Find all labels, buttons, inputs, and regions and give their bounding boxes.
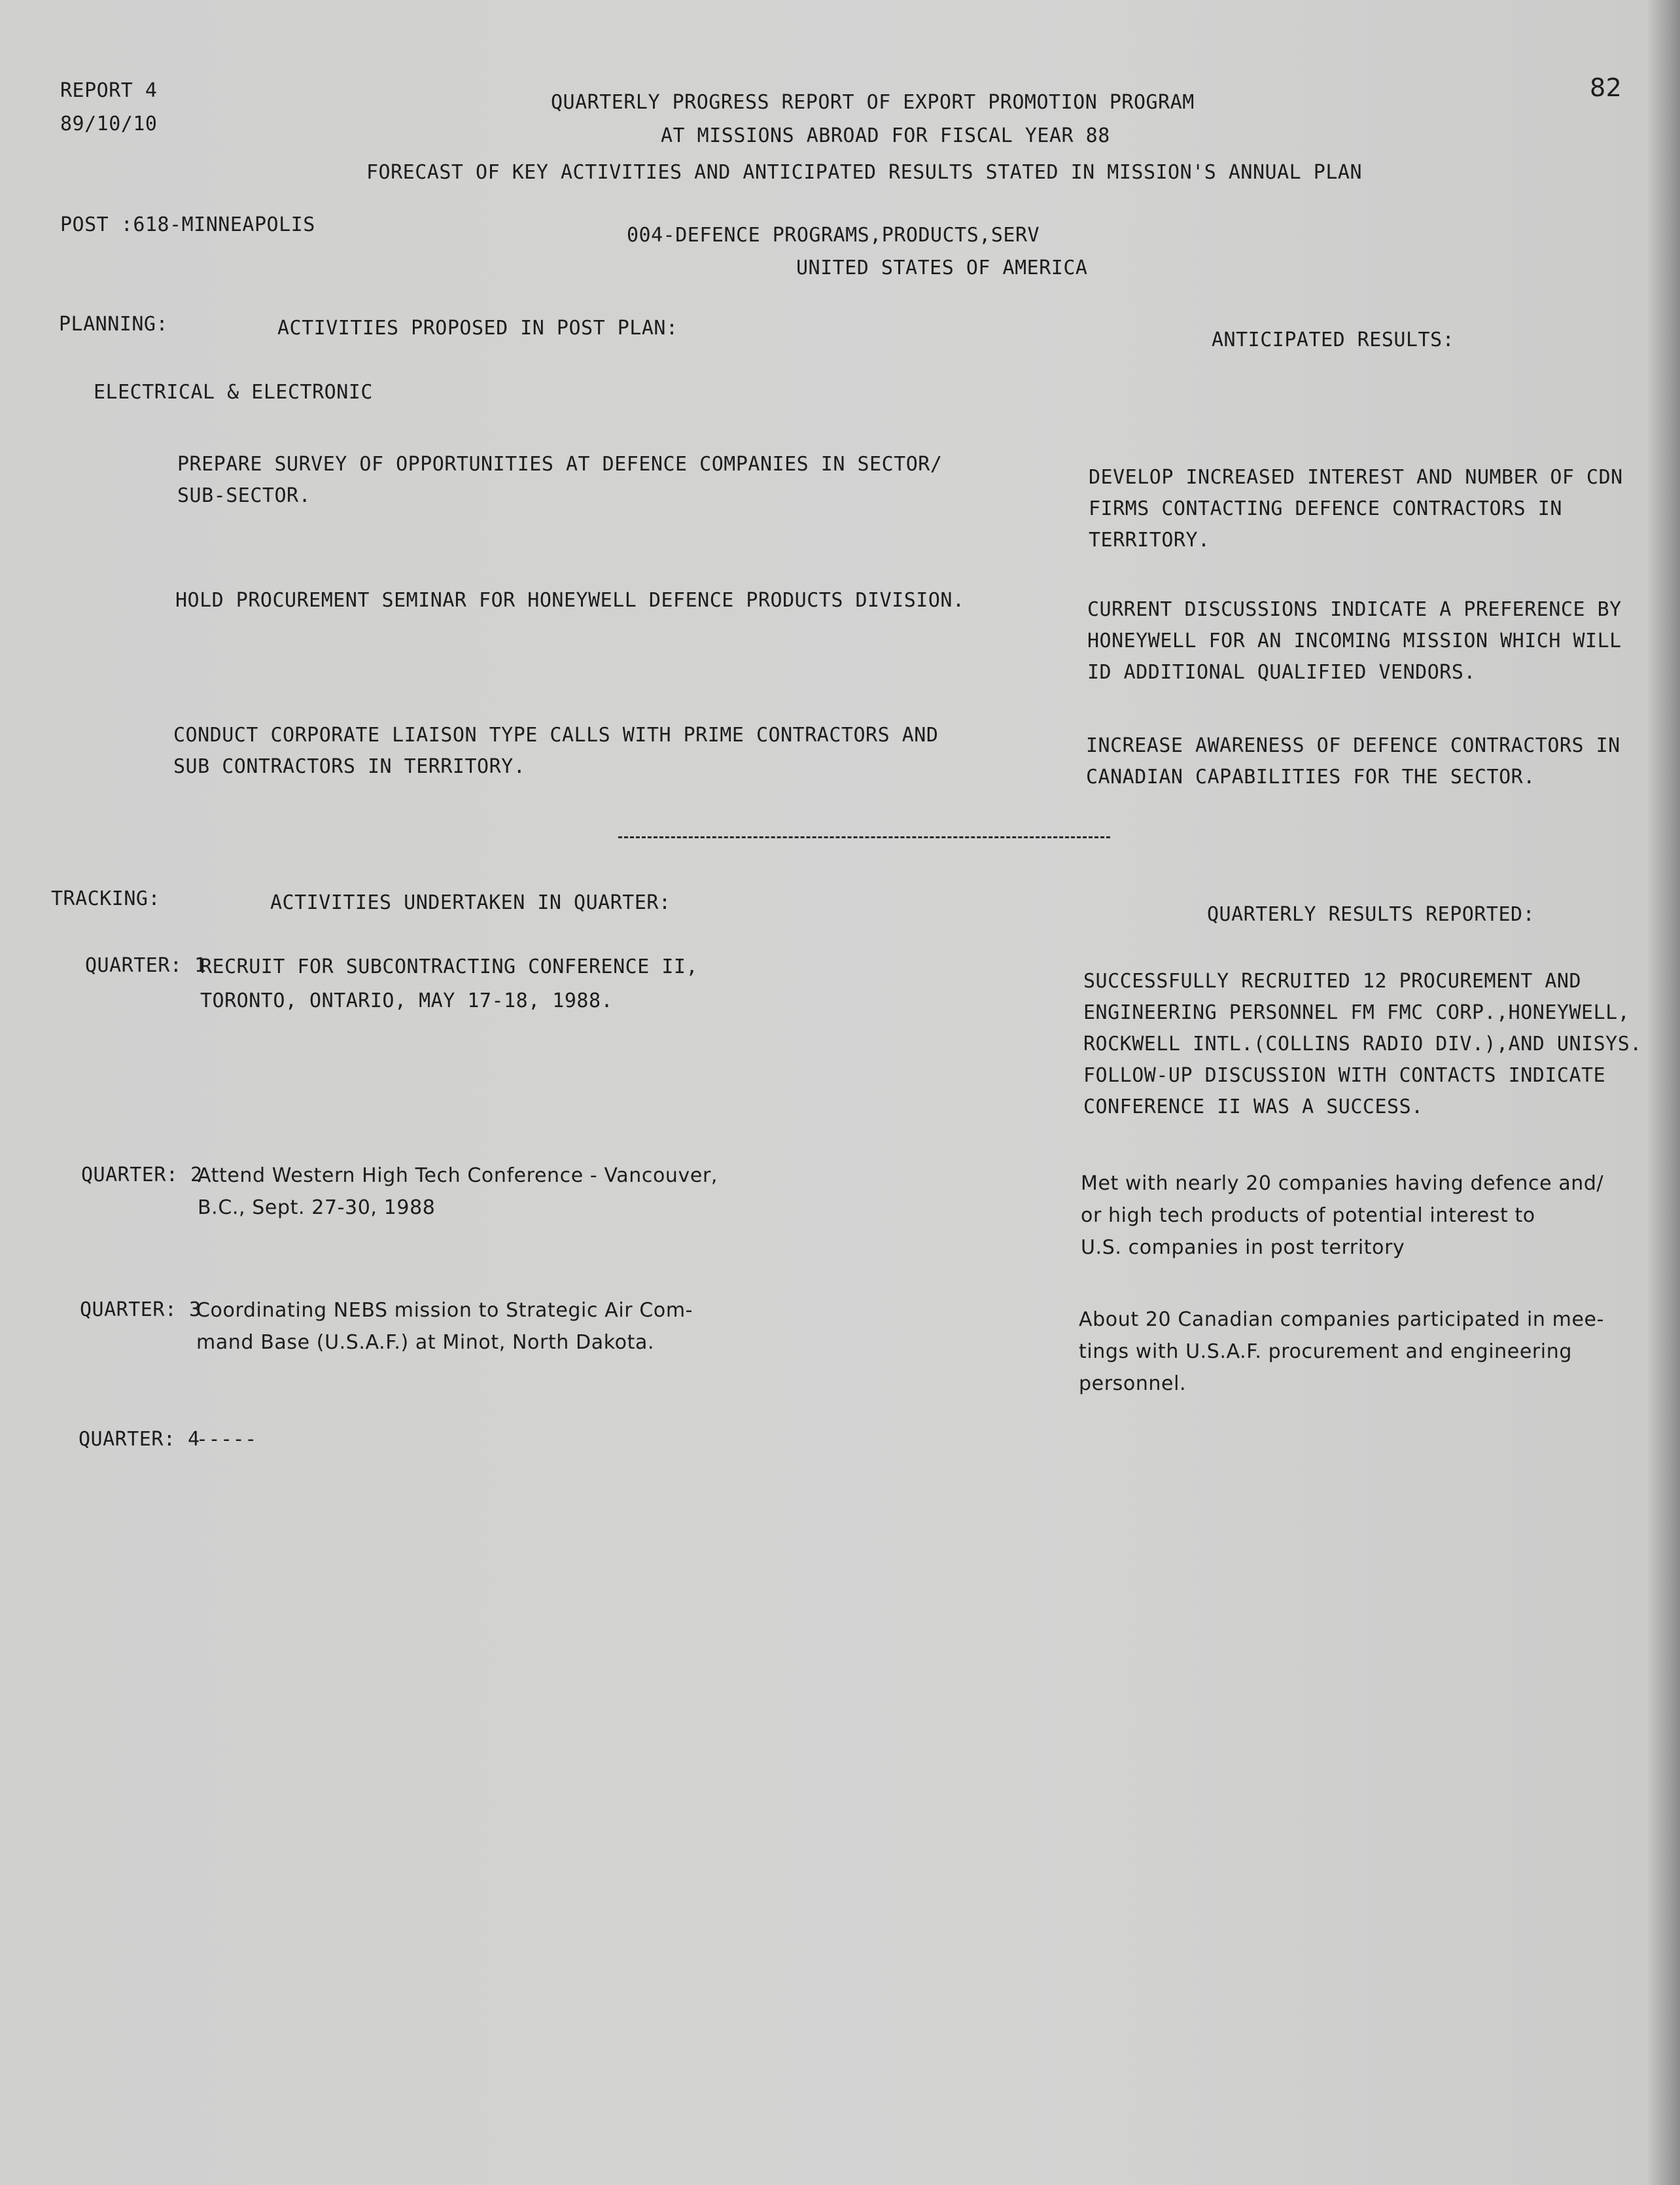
- planning-label: PLANNING:: [59, 313, 169, 336]
- report-title-line-1: QUARTERLY PROGRESS REPORT OF EXPORT PROMOTION PROGRAM: [551, 91, 1195, 114]
- program-code: 004-DEFENCE PROGRAMS,PRODUCTS,SERV: [627, 224, 1040, 247]
- post-label: POST :618-MINNEAPOLIS: [60, 213, 315, 236]
- tracking-results-heading: QUARTERLY RESULTS REPORTED:: [1207, 903, 1535, 926]
- planning-activity-3: CONDUCT CORPORATE LIAISON TYPE CALLS WITH PRIME CONTRACTORS AND SUB CONTRACTORS IN TERRITORY.: [173, 724, 939, 778]
- report-title-line-2: AT MISSIONS ABROAD FOR FISCAL YEAR 88: [661, 124, 1110, 147]
- planning-result-3: INCREASE AWARENESS OF DEFENCE CONTRACTORS IN CANADIAN CAPABILITIES FOR THE SECTOR.: [1086, 734, 1620, 789]
- quarter-3-label: QUARTER: 3: [80, 1298, 201, 1321]
- planning-activity-1: PREPARE SURVEY OF OPPORTUNITIES AT DEFENCE COMPANIES IN SECTOR/ SUB-SECTOR.: [177, 453, 943, 507]
- quarter-3-activity: Coordinating NEBS mission to Strategic Air Com- mand Base (U.S.A.F.) at Minot, North Dakota.: [196, 1299, 693, 1354]
- tracking-activities-heading: ACTIVITIES UNDERTAKEN IN QUARTER:: [270, 891, 671, 914]
- planning-activity-2: HOLD PROCUREMENT SEMINAR FOR HONEYWELL DEFENCE PRODUCTS DIVISION.: [175, 589, 965, 612]
- quarter-2-label: QUARTER: 2: [81, 1164, 203, 1186]
- report-title-line-3: FORECAST OF KEY ACTIVITIES AND ANTICIPATED RESULTS STATED IN MISSION'S ANNUAL PLAN: [366, 161, 1363, 184]
- quarter-1-result: SUCCESSFULLY RECRUITED 12 PROCUREMENT AND ENGINEERING PERSONNEL FM FMC CORP.,HONEYWELL, ROCKWELL INTL.(COLLINS RADIO DIV.),AND UNISYS. FOLLOW-UP DISCUSSION WITH CONTACTS INDICATE CONFERENCE II WAS A SUCCESS.: [1083, 970, 1642, 1118]
- quarter-1-activity: RECRUIT FOR SUBCONTRACTING CONFERENCE II, TORONTO, ONTARIO, MAY 17-18, 1988.: [200, 955, 699, 1012]
- planning-result-1: DEVELOP INCREASED INTEREST AND NUMBER OF CDN FIRMS CONTACTING DEFENCE CONTRACTORS IN TERRITORY.: [1089, 466, 1623, 552]
- planning-results-heading: ANTICIPATED RESULTS:: [1212, 329, 1455, 351]
- quarter-4-activity: -----: [196, 1428, 257, 1451]
- section-divider: [618, 836, 1110, 838]
- planning-activities-heading: ACTIVITIES PROPOSED IN POST PLAN:: [277, 317, 678, 340]
- report-date: 89/10/10: [60, 113, 158, 135]
- report-number: REPORT 4: [60, 79, 158, 102]
- quarter-2-result: Met with nearly 20 companies having defence and/ or high tech products of potential interest to U.S. companies in post territory: [1081, 1172, 1604, 1259]
- quarter-1-label: QUARTER: 1: [85, 954, 207, 977]
- sector-heading: ELECTRICAL & ELECTRONIC: [94, 381, 373, 404]
- quarter-3-result: About 20 Canadian companies participated in mee- tings with U.S.A.F. procurement and engineering personnel.: [1079, 1308, 1605, 1395]
- planning-result-2: CURRENT DISCUSSIONS INDICATE A PREFERENCE BY HONEYWELL FOR AN INCOMING MISSION WHICH WILL ID ADDITIONAL QUALIFIED VENDORS.: [1087, 598, 1622, 684]
- quarter-4-label: QUARTER: 4: [79, 1428, 200, 1451]
- tracking-label: TRACKING:: [51, 887, 161, 910]
- page-number: 82: [1590, 73, 1622, 102]
- country: UNITED STATES OF AMERICA: [796, 257, 1088, 279]
- quarter-2-activity: Attend Western High Tech Conference - Vancouver, B.C., Sept. 27-30, 1988: [198, 1164, 718, 1219]
